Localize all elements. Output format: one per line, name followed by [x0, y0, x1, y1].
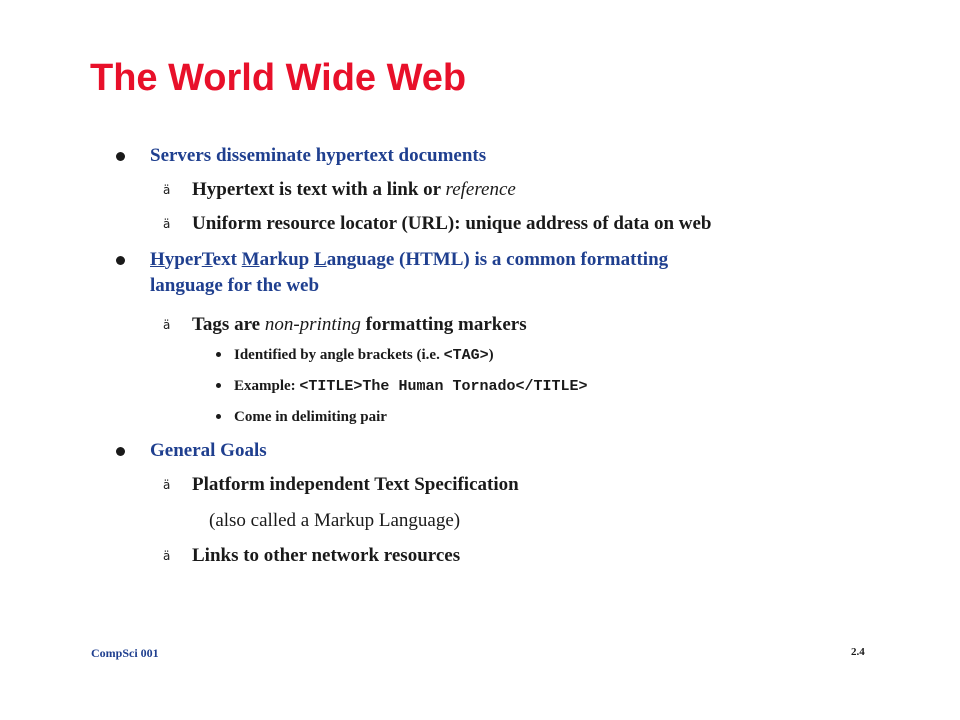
dot-bullet-icon: [216, 414, 221, 419]
title-code: <TITLE>The Human Tornado</TITLE>: [299, 378, 588, 395]
brackets-text: ): [488, 347, 494, 363]
example-text: Example:: [234, 378, 300, 394]
html-part: arkup: [259, 249, 314, 270]
html-letter-m: M: [241, 249, 260, 270]
bullet-html-line2: language for the web: [150, 275, 320, 296]
bullet-icon: [116, 152, 125, 161]
tag-code: <TAG>: [443, 347, 489, 364]
bullet-goals: General Goals: [150, 440, 267, 461]
arrow-bullet-icon: ä: [163, 478, 171, 492]
bullet-icon: [116, 256, 125, 265]
html-part: yper: [164, 249, 202, 270]
bullet-icon: [116, 447, 125, 456]
slide-title: The World Wide Web: [90, 57, 467, 99]
footer-page-number: 2.4: [851, 646, 865, 658]
sub-bullet-url: Uniform resource locator (URL): unique address of data on web: [192, 213, 712, 234]
brackets-text: Identified by angle brackets (i.e.: [234, 347, 444, 363]
sub-bullet-platform: Platform independent Text Specification: [192, 474, 519, 495]
hypertext-text: Hypertext is text with a link or: [192, 179, 446, 200]
html-letter-t: T: [201, 249, 213, 270]
sub-bullet-links: Links to other network resources: [192, 545, 461, 566]
dot-bullet-icon: [216, 352, 221, 357]
html-part: ext: [212, 249, 242, 270]
arrow-bullet-icon: ä: [163, 318, 171, 332]
footer-course: CompSci 001: [91, 646, 159, 660]
sub-sub-bullet-brackets: [234, 343, 494, 368]
html-letter-l: L: [314, 249, 327, 270]
platform-note: (also called a Markup Language): [209, 510, 461, 531]
html-letter-h: H: [150, 249, 165, 270]
sub-sub-bullet-pair: Come in delimiting pair: [234, 409, 387, 425]
non-printing-emphasis: non-printing: [264, 314, 361, 335]
html-part: anguage (HTML) is a common formatting: [326, 249, 669, 270]
bullet-servers: Servers disseminate hypertext documents: [150, 145, 487, 166]
bullet-html: [150, 248, 668, 272]
tags-text: Tags are: [192, 314, 265, 335]
arrow-bullet-icon: ä: [163, 183, 171, 197]
sub-bullet-hypertext: [192, 178, 516, 202]
arrow-bullet-icon: ä: [163, 549, 171, 563]
arrow-bullet-icon: ä: [163, 217, 171, 231]
sub-bullet-tags: [192, 313, 527, 337]
reference-emphasis: reference: [445, 179, 516, 200]
sub-sub-bullet-example: [234, 374, 587, 399]
dot-bullet-icon: [216, 383, 221, 388]
tags-text: formatting markers: [360, 314, 527, 335]
